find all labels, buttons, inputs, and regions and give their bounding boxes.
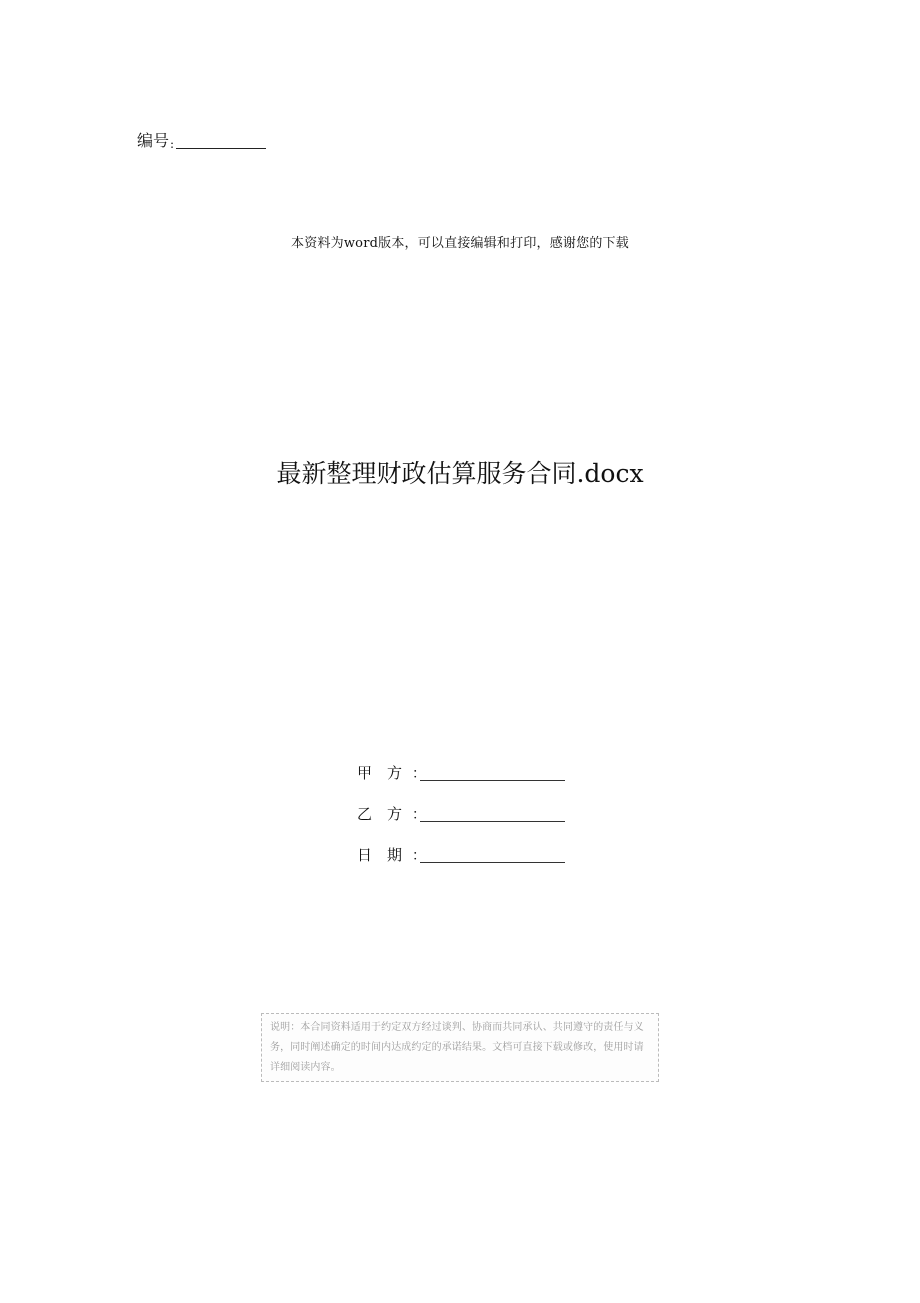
party-b-blank-field[interactable] <box>420 807 565 822</box>
party-b-colon: ： <box>412 807 426 823</box>
party-a-colon: ： <box>412 766 426 782</box>
party-a-blank-field[interactable] <box>420 766 565 781</box>
download-notice: 本资料为word版本，可以直接编辑和打印，感谢您的下载 <box>291 236 629 251</box>
party-a-label: 甲 方 <box>357 764 403 782</box>
signature-block <box>357 763 565 886</box>
number-label: 编号 <box>137 131 170 150</box>
explanation-box <box>261 1013 659 1082</box>
date-label: 日 期 <box>357 846 403 864</box>
date-row <box>357 845 565 865</box>
document-number-line <box>137 128 266 151</box>
number-colon: : <box>170 137 175 151</box>
party-a-row <box>357 763 565 783</box>
party-b-label: 乙 方 <box>357 805 403 823</box>
explanation-text: 说明：本合同资料适用于约定双方经过谈判、协商而共同承认、共同遵守的责任与义务，同时阐述确定的时间内达成约定的承诺结果。文档可直接下载或修改，使用时请详细阅读内容。 <box>270 1022 644 1073</box>
party-b-row <box>357 804 565 824</box>
number-blank-field[interactable] <box>176 134 266 149</box>
document-title: 最新整理财政估算服务合同.docx <box>276 459 644 488</box>
date-colon: ： <box>412 848 426 864</box>
date-blank-field[interactable] <box>420 848 565 863</box>
